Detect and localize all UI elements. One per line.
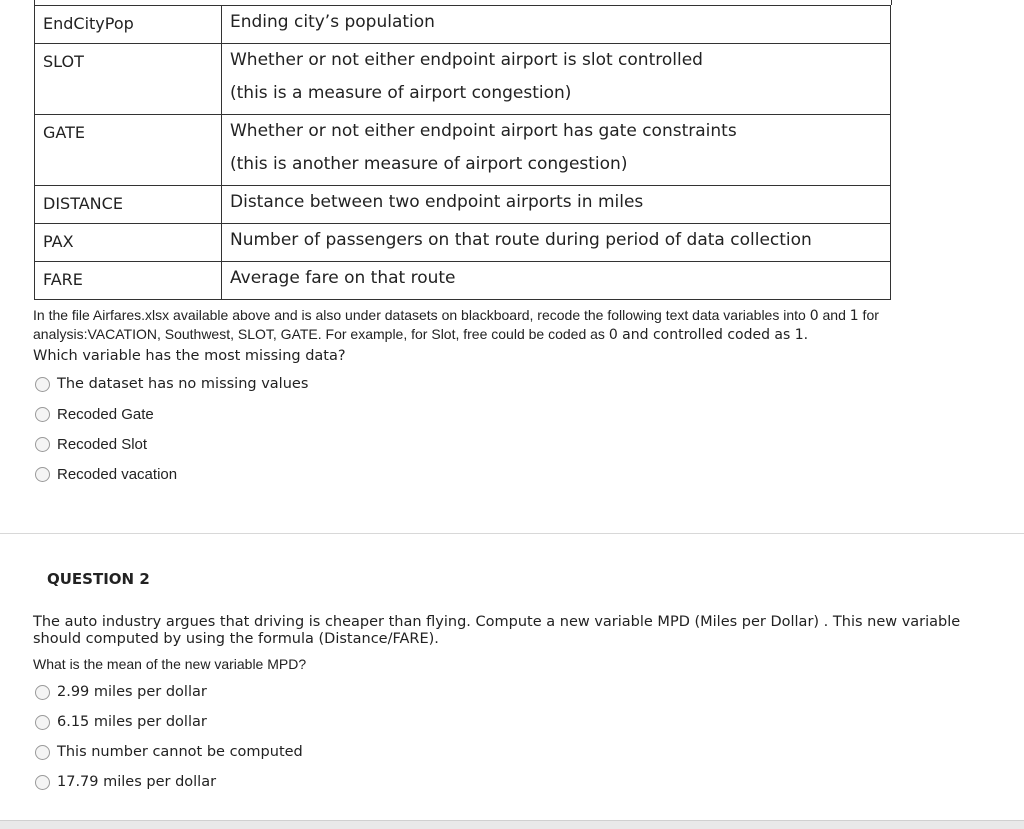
option-label: 6.15 miles per dollar (57, 714, 207, 730)
question2-option[interactable] (35, 712, 207, 732)
question1-option[interactable] (35, 404, 154, 424)
question2-title: QUESTION 2 (47, 570, 150, 588)
radio-button[interactable] (35, 745, 50, 760)
variable-description: Whether or not either endpoint airport has gate constraints (this is another measure of airport congestion) (222, 115, 891, 186)
option-label: 2.99 miles per dollar (57, 684, 207, 700)
question2-option[interactable] (35, 682, 207, 702)
table-row (35, 224, 891, 262)
variables-table (34, 5, 891, 300)
question1-option[interactable] (35, 464, 177, 484)
variable-description: Ending city’s population (222, 6, 891, 44)
variable-name: DISTANCE (35, 186, 222, 224)
radio-button[interactable] (35, 715, 50, 730)
table-row (35, 6, 891, 44)
option-label: The dataset has no missing values (57, 376, 309, 392)
variable-name: EndCityPop (35, 6, 222, 44)
table-row (35, 115, 891, 186)
question1-option[interactable] (35, 374, 308, 394)
radio-button[interactable] (35, 775, 50, 790)
option-label: 17.79 miles per dollar (57, 774, 217, 790)
option-label: This number cannot be computed (57, 744, 303, 760)
variable-description: Average fare on that route (222, 262, 891, 300)
radio-button[interactable] (35, 407, 50, 422)
radio-button[interactable] (35, 437, 50, 452)
variable-name: PAX (35, 224, 222, 262)
question2-prompt: What is the mean of the new variable MPD? (33, 656, 307, 672)
table-row (35, 262, 891, 300)
table-row (35, 186, 891, 224)
variable-name: SLOT (35, 44, 222, 115)
question1-instruction: In the file Airfares.xlsx available above and is also under datasets on blackboard, recode the following text data variables into 0 and 1 for analysis:VACATION, Southwest, SLOT, GATE. For example, for Slot, free could be coded as 0 and controlled coded as 1. (33, 307, 879, 343)
question1-option[interactable] (35, 434, 147, 454)
option-label: Recoded Slot (57, 435, 148, 453)
variable-name: FARE (35, 262, 222, 300)
variable-description: Whether or not either endpoint airport is slot controlled (this is a measure of airport congestion) (222, 44, 891, 115)
variable-name: GATE (35, 115, 222, 186)
question2-option[interactable] (35, 772, 216, 792)
section-divider (0, 533, 1024, 534)
option-label: Recoded vacation (57, 465, 178, 483)
radio-button[interactable] (35, 685, 50, 700)
option-label: Recoded Gate (57, 405, 154, 423)
question2-option[interactable] (35, 742, 303, 762)
radio-button[interactable] (35, 467, 50, 482)
question1-prompt: Which variable has the most missing data? (33, 348, 346, 364)
radio-button[interactable] (35, 377, 50, 392)
question2-instruction: The auto industry argues that driving is cheaper than flying. Compute a new variable MPD (Miles per Dollar) . This new variable should computed by using the formula (Distance/FARE). (33, 614, 961, 647)
variable-description: Number of passengers on that route during period of data collection (222, 224, 891, 262)
variable-description: Distance between two endpoint airports in miles (222, 186, 891, 224)
table-row (35, 44, 891, 115)
